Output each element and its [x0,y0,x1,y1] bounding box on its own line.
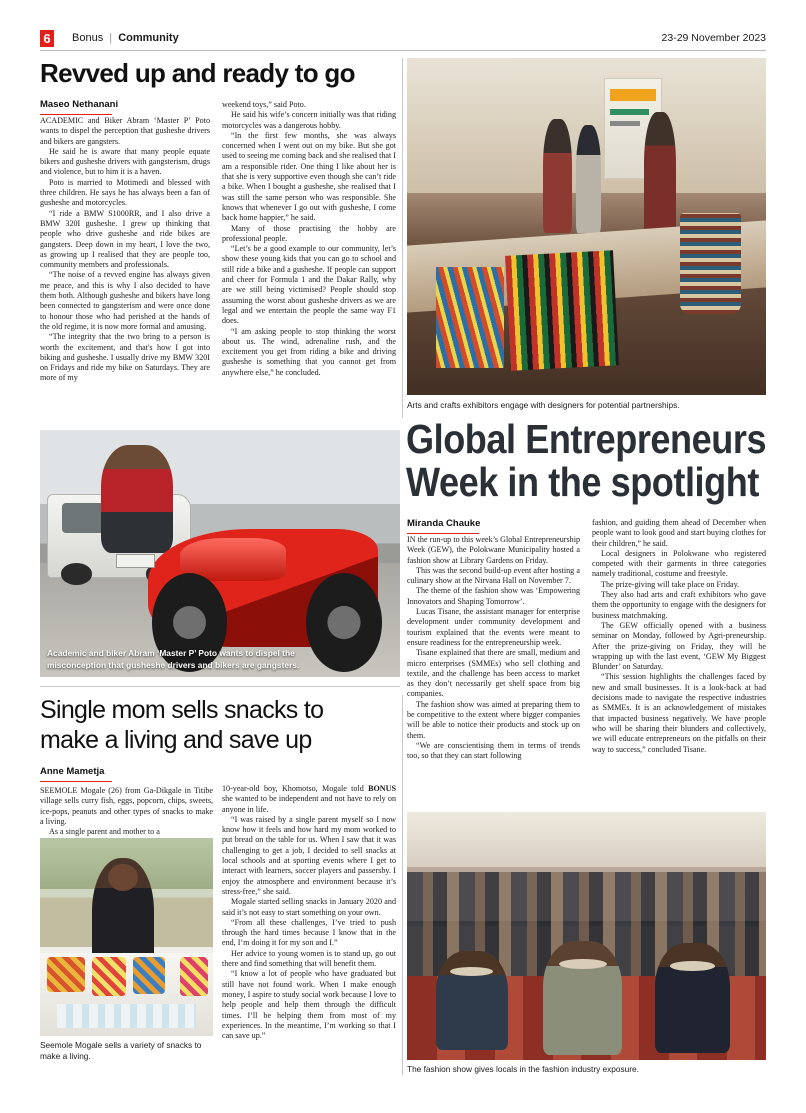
biker-photo-caption: Academic and biker Abram ‘Master P’ Poto wants to dispel the misconception that gusheshe drivers and bikers are gangsters. [47,648,300,670]
gew-headline-line-1: Global Entrepreneurs [406,416,767,462]
paragraph: SEEMOLE Mogale (26) from Ga-Dikgale in Titibe village sells curry fish, eggs, popcorn, chips, sweets, ice-pops, peanuts and other types of snacks to make a living. [40,786,213,826]
lead-text-after: she wanted to be independent and not have to rely on anyone in life. [222,794,396,814]
breadcrumb-section-secondary: Community [118,32,179,44]
bikers-headline: Revved up and ready to go [40,58,355,88]
paragraph: Her advice to young women is to stand up, go out there and find something that will benefit them. [222,948,396,969]
arts-and-crafts-exhibition-photo [407,58,766,395]
gew-column-1 [407,535,580,803]
paragraph: “In the first few months, she was always concerned when I went out on my bike. But she got used to seeing me coming back and she realised that I am a responsible rider. One thing I like about her is that she is very supportive even though she can’t ride a bike. When I bought a gusheshe, she realised that I was still the same person who was responsible. She knows that whenever I go out with gusheshe, I come back home happier,” he said. [222,130,396,223]
snacks-column-2 [222,784,396,1076]
paragraph: The prize-giving will take place on Friday. [601,579,740,589]
byline-underline [40,781,112,782]
bikers-byline: Maseo Nethanani [40,99,119,110]
snacks-byline: Anne Mametja [40,766,105,777]
masthead [40,30,766,56]
paragraph: Many of those practising the hobby are professional people. [222,223,396,243]
gutter-rule-2 [402,695,403,1075]
byline-underline [40,114,112,115]
snacks-column-1 [40,786,213,837]
breadcrumb-separator: | [109,32,113,44]
gew-headline-line-2: Week in the spotlight [406,459,759,505]
paragraph: The GEW officially opened with a business seminar on Monday, followed by Agri-preneurship. After the prize-giving on Friday, they will be wrapping up with the last event, ‘GEW My Biggest Blunder’ on Saturday. [592,620,766,672]
paragraph: They also had arts and craft exhibitors who gave them the opportunity to engage with the designers for business matchmaking. [592,590,766,620]
paragraph: As a single parent and mother to a [49,827,160,837]
masthead-rule [40,50,766,51]
gutter-rule-1 [402,58,403,418]
paragraph: Tisane explained that there are small, medium and micro enterprises (SMMEs) who sell clothing and textile, and the challenge has been access to market as they don’t necessarily get shelf space from big companies. [407,648,580,699]
paragraph: fashion, and guiding them ahead of December when people want to look good and start buying clothes for their children,” he said. [592,518,766,548]
paragraph: IN the run-up to this week’s Global Entrepreneurship Week (GEW), the Polokwane Municipality hosted a fashion show at Library Gardens on Friday. [407,535,580,565]
biker-with-motorcycle-photo [40,430,400,677]
gew-column-2 [592,518,766,803]
paragraph: Mogale started selling snacks in January 2020 and said it’s not easy to start something on your own. [222,897,396,917]
paragraph: Poto is married to Motimedi and blessed with three children. He says he has always been a fan of gusheshe and motorcycles. [40,177,210,208]
snack-seller-photo-caption: Seemole Mogale sells a variety of snacks to make a living. [40,1040,202,1061]
page-number-badge: 6 [40,30,54,47]
paragraph: The theme of the fashion show was ‘Empowering Innovators and Shaping Tomorrow’. [407,586,580,606]
paragraph: “I am asking people to stop thinking the worst about us. The wind, adrenaline rush, and the excitement you get from riding a bike and driving gusheshe is something that you cannot get from anywhere else,” he concluded. [222,326,396,377]
paragraph: This was the second build-up event after hosting a culinary show at the Nirvana Hall on November 7. [407,565,580,586]
issue-date: 23-29 November 2023 [661,32,766,44]
fashion-show-photo-caption: The fashion show gives locals in the fashion industry exposure. [407,1064,639,1074]
section-divider-rule [40,686,400,687]
paragraph: “I was raised by a single parent myself so I now know how it feels and how hard my mom worked to put bread on the table for us. When I saw that it was challenging to get a job, I decided to sell snacks at local schools and at sporting events where I get to interact with learners, soccer players and passersby. I enjoy the atmosphere and environment because it’s stress-free,” she said. [222,814,396,896]
paragraph: Lucas Tisane, the assistant manager for enterprise development under community development and tourism explained that the events were meant to ensure readiness for the entrepreneurship week. [407,607,580,647]
arts-and-crafts-photo-caption: Arts and crafts exhibitors engage with designers for potential partnerships. [407,400,680,410]
snacks-headline-line-2: make a living and save up [40,726,312,754]
paragraph: “I ride a BMW S1000RR, and I also drive a BMW 320I gusheshe. I grew up thinking that people who drive gusheshe and ride bikes are gangsters. Deep down in my heart, I love the two, as growing up I realised that they are people too, community members and professionals. [40,208,210,270]
gew-byline: Miranda Chauke [407,518,481,529]
paragraph: “This session highlights the challenges faced by new and small businesses. It is a look-back at bad decisions made to navigate the respective industries as SMMEs. It is an acknowledgement of mistakes that impacted business negatively. We have people who will be sharing their blunders and collectively, we will educate entrepreneurs on the pitfalls on their way to success,” concluded Tisane. [592,672,766,754]
paragraph: “I know a lot of people who have graduated but still have not found work. When I make enough money, I aspire to study social work because I love to help people and help them through the difficult times. I’ll be helping them from most of my experiences. In the meantime, I’m working so that I can save up.” [222,969,396,1041]
paragraph: Local designers in Polokwane who registered competed with their garments in three categories namely traditional, costume and freestyle. [592,548,766,579]
paragraph: “From all these challenges, I’ve tried to push through the hard times because I know that in the end, I’m doing it for my son and I.” [222,917,396,948]
fashion-show-audience-photo [407,812,766,1060]
bikers-column-1 [40,116,210,421]
paragraph: The fashion show was aimed at preparing them to be competitive to the extent where bigger companies will be able to notice their products and stock up on them. [407,699,580,740]
paragraph: weekend toys,” said Poto. [222,100,306,109]
snacks-headline-line-1: Single mom sells snacks to [40,696,324,724]
breadcrumb-section-primary: Bonus [72,32,104,44]
snack-seller-photo [40,838,213,1036]
publication-name: BONUS [368,784,396,793]
breadcrumb [72,30,179,47]
paragraph: ACADEMIC and Biker Abram ‘Master P’ Poto wants to dispel the perception that gusheshe drivers and bikers are gangsters. [40,116,210,146]
paragraph: He said he is aware that many people equate bikers and gusheshe drivers with gangsterism, drugs and violence, but to him it is a haven. [40,146,210,177]
paragraph: “We are conscientising them in terms of trends too, so that they can start following [407,740,580,761]
byline-underline [407,533,479,534]
bikers-column-2 [222,100,396,422]
paragraph: “Let’s be a good example to our community, let’s show these young kids that you can go to school and still ride a bike and a gusheshe. If people can support and cheer for Formula 1 and the Dakar Rally, why are we still being victimised? People should stop assuming the worst about gusheshe drivers as we are legal and we entertain the people the same way F1 does. [222,244,396,326]
paragraph: “The noise of a revved engine has always given me peace, and this is why I also decided to have them both. Although gusheshe and bikers have long been connected to gangsterism and were once done to honour those who had perished at the hands of the old regime, it is now more formal and amusing. [40,270,210,331]
lead-text-before: 10-year-old boy, Khomotso, Mogale told [222,784,369,793]
paragraph: “The integrity that the two bring to a person is worth the excitement, and that's how I got into biking and gusheshe. I usually drive my BMW 320I on Fridays and ride my bike on Saturdays. They are more of my [40,332,210,383]
paragraph: He said his wife’s concern initially was that riding motorcycles was a dangerous hobby. [222,110,396,130]
paragraph [222,784,396,815]
